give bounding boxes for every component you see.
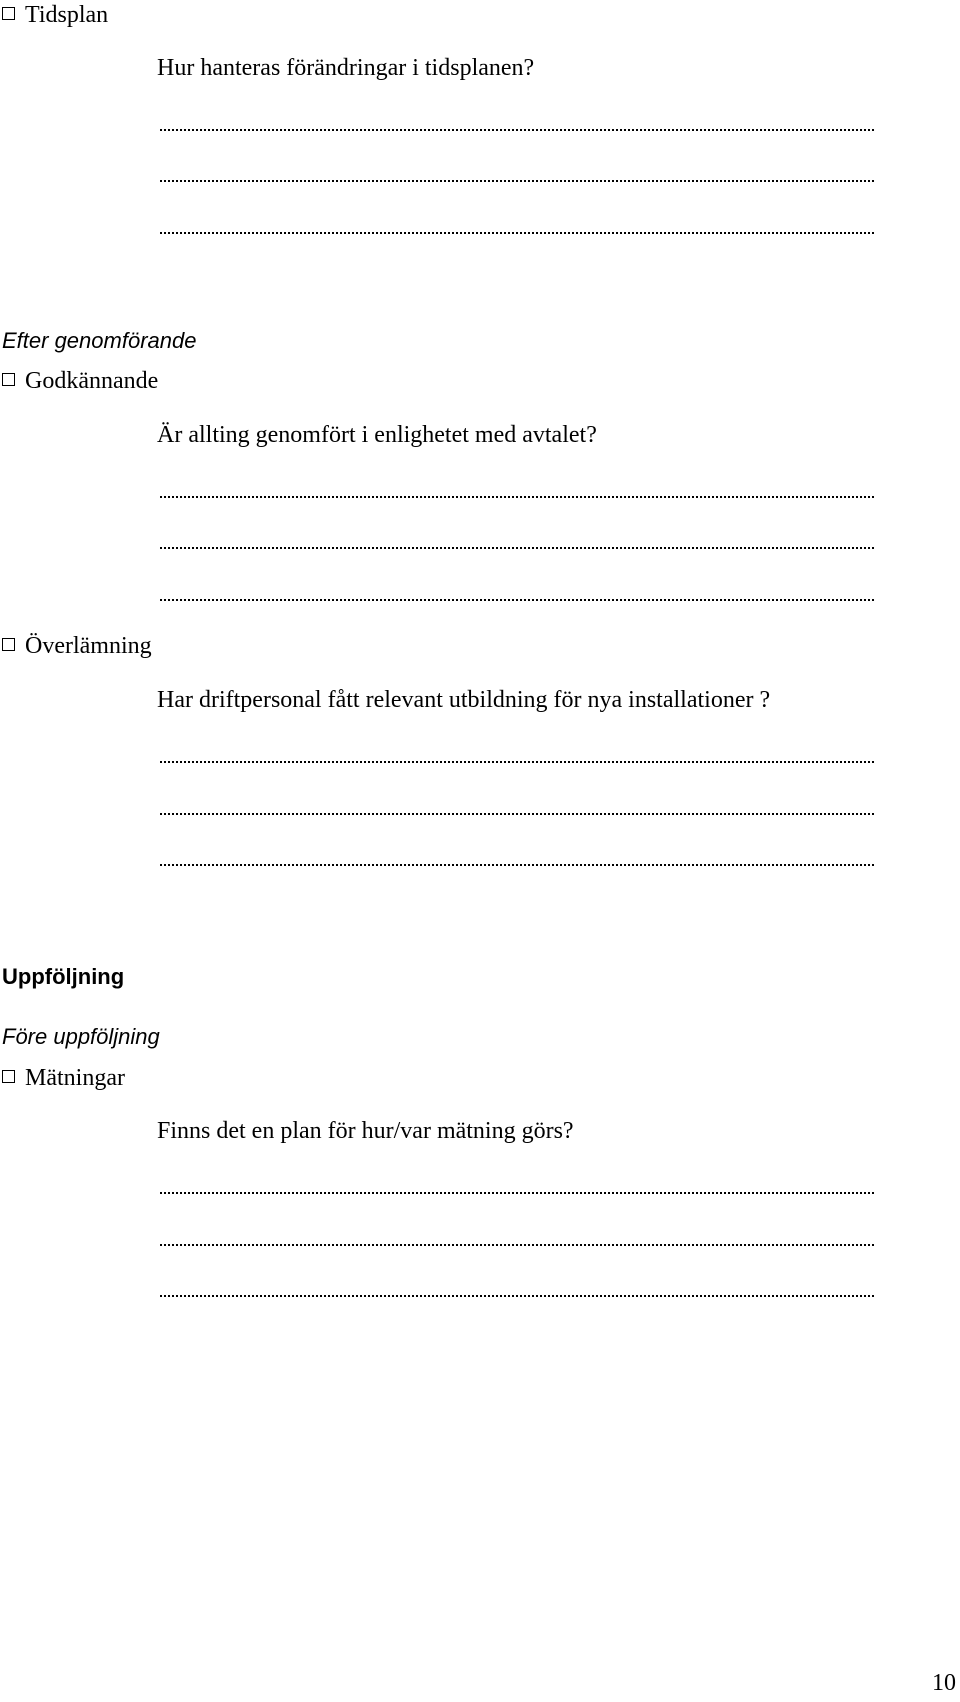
checkbox-icon[interactable] — [2, 373, 15, 386]
checkbox-label: Godkännande — [25, 368, 159, 394]
answer-line[interactable] — [160, 547, 874, 549]
answer-line[interactable] — [160, 232, 874, 234]
checkbox-label: Tidsplan — [25, 2, 109, 28]
checkbox-label: Överlämning — [25, 633, 152, 659]
question-godkannande: Är allting genomfört i enlighetet med avtalet? — [157, 422, 597, 448]
answer-line[interactable] — [160, 813, 874, 815]
question-overlamning: Har driftpersonal fått relevant utbildning för nya installationer ? — [157, 687, 771, 713]
answer-line[interactable] — [160, 1295, 874, 1297]
question-tidsplan: Hur hanteras förändringar i tidsplanen? — [157, 55, 535, 81]
section-heading-fore-uppfoljning: Före uppföljning — [2, 1024, 160, 1049]
page-number: 10 — [932, 1670, 956, 1696]
checkbox-icon[interactable] — [2, 7, 15, 20]
checkbox-icon[interactable] — [2, 1070, 15, 1083]
checkbox-icon[interactable] — [2, 638, 15, 651]
answer-line[interactable] — [160, 129, 874, 131]
answer-line[interactable] — [160, 1244, 874, 1246]
answer-line[interactable] — [160, 180, 874, 182]
section-heading-efter-genomforande: Efter genomförande — [2, 328, 197, 353]
checkbox-item-godkannande[interactable] — [2, 367, 158, 395]
answer-line[interactable] — [160, 761, 874, 763]
question-matningar: Finns det en plan för hur/var mätning görs? — [157, 1118, 574, 1144]
answer-line[interactable] — [160, 864, 874, 866]
checkbox-label: Mätningar — [25, 1065, 125, 1091]
section-heading-uppfoljning: Uppföljning — [2, 964, 125, 989]
checkbox-item-matningar[interactable] — [2, 1064, 125, 1092]
answer-line[interactable] — [160, 496, 874, 498]
checkbox-item-overlamning[interactable] — [2, 632, 152, 660]
answer-line[interactable] — [160, 599, 874, 601]
checkbox-item-tidsplan[interactable] — [2, 1, 108, 29]
answer-line[interactable] — [160, 1192, 874, 1194]
